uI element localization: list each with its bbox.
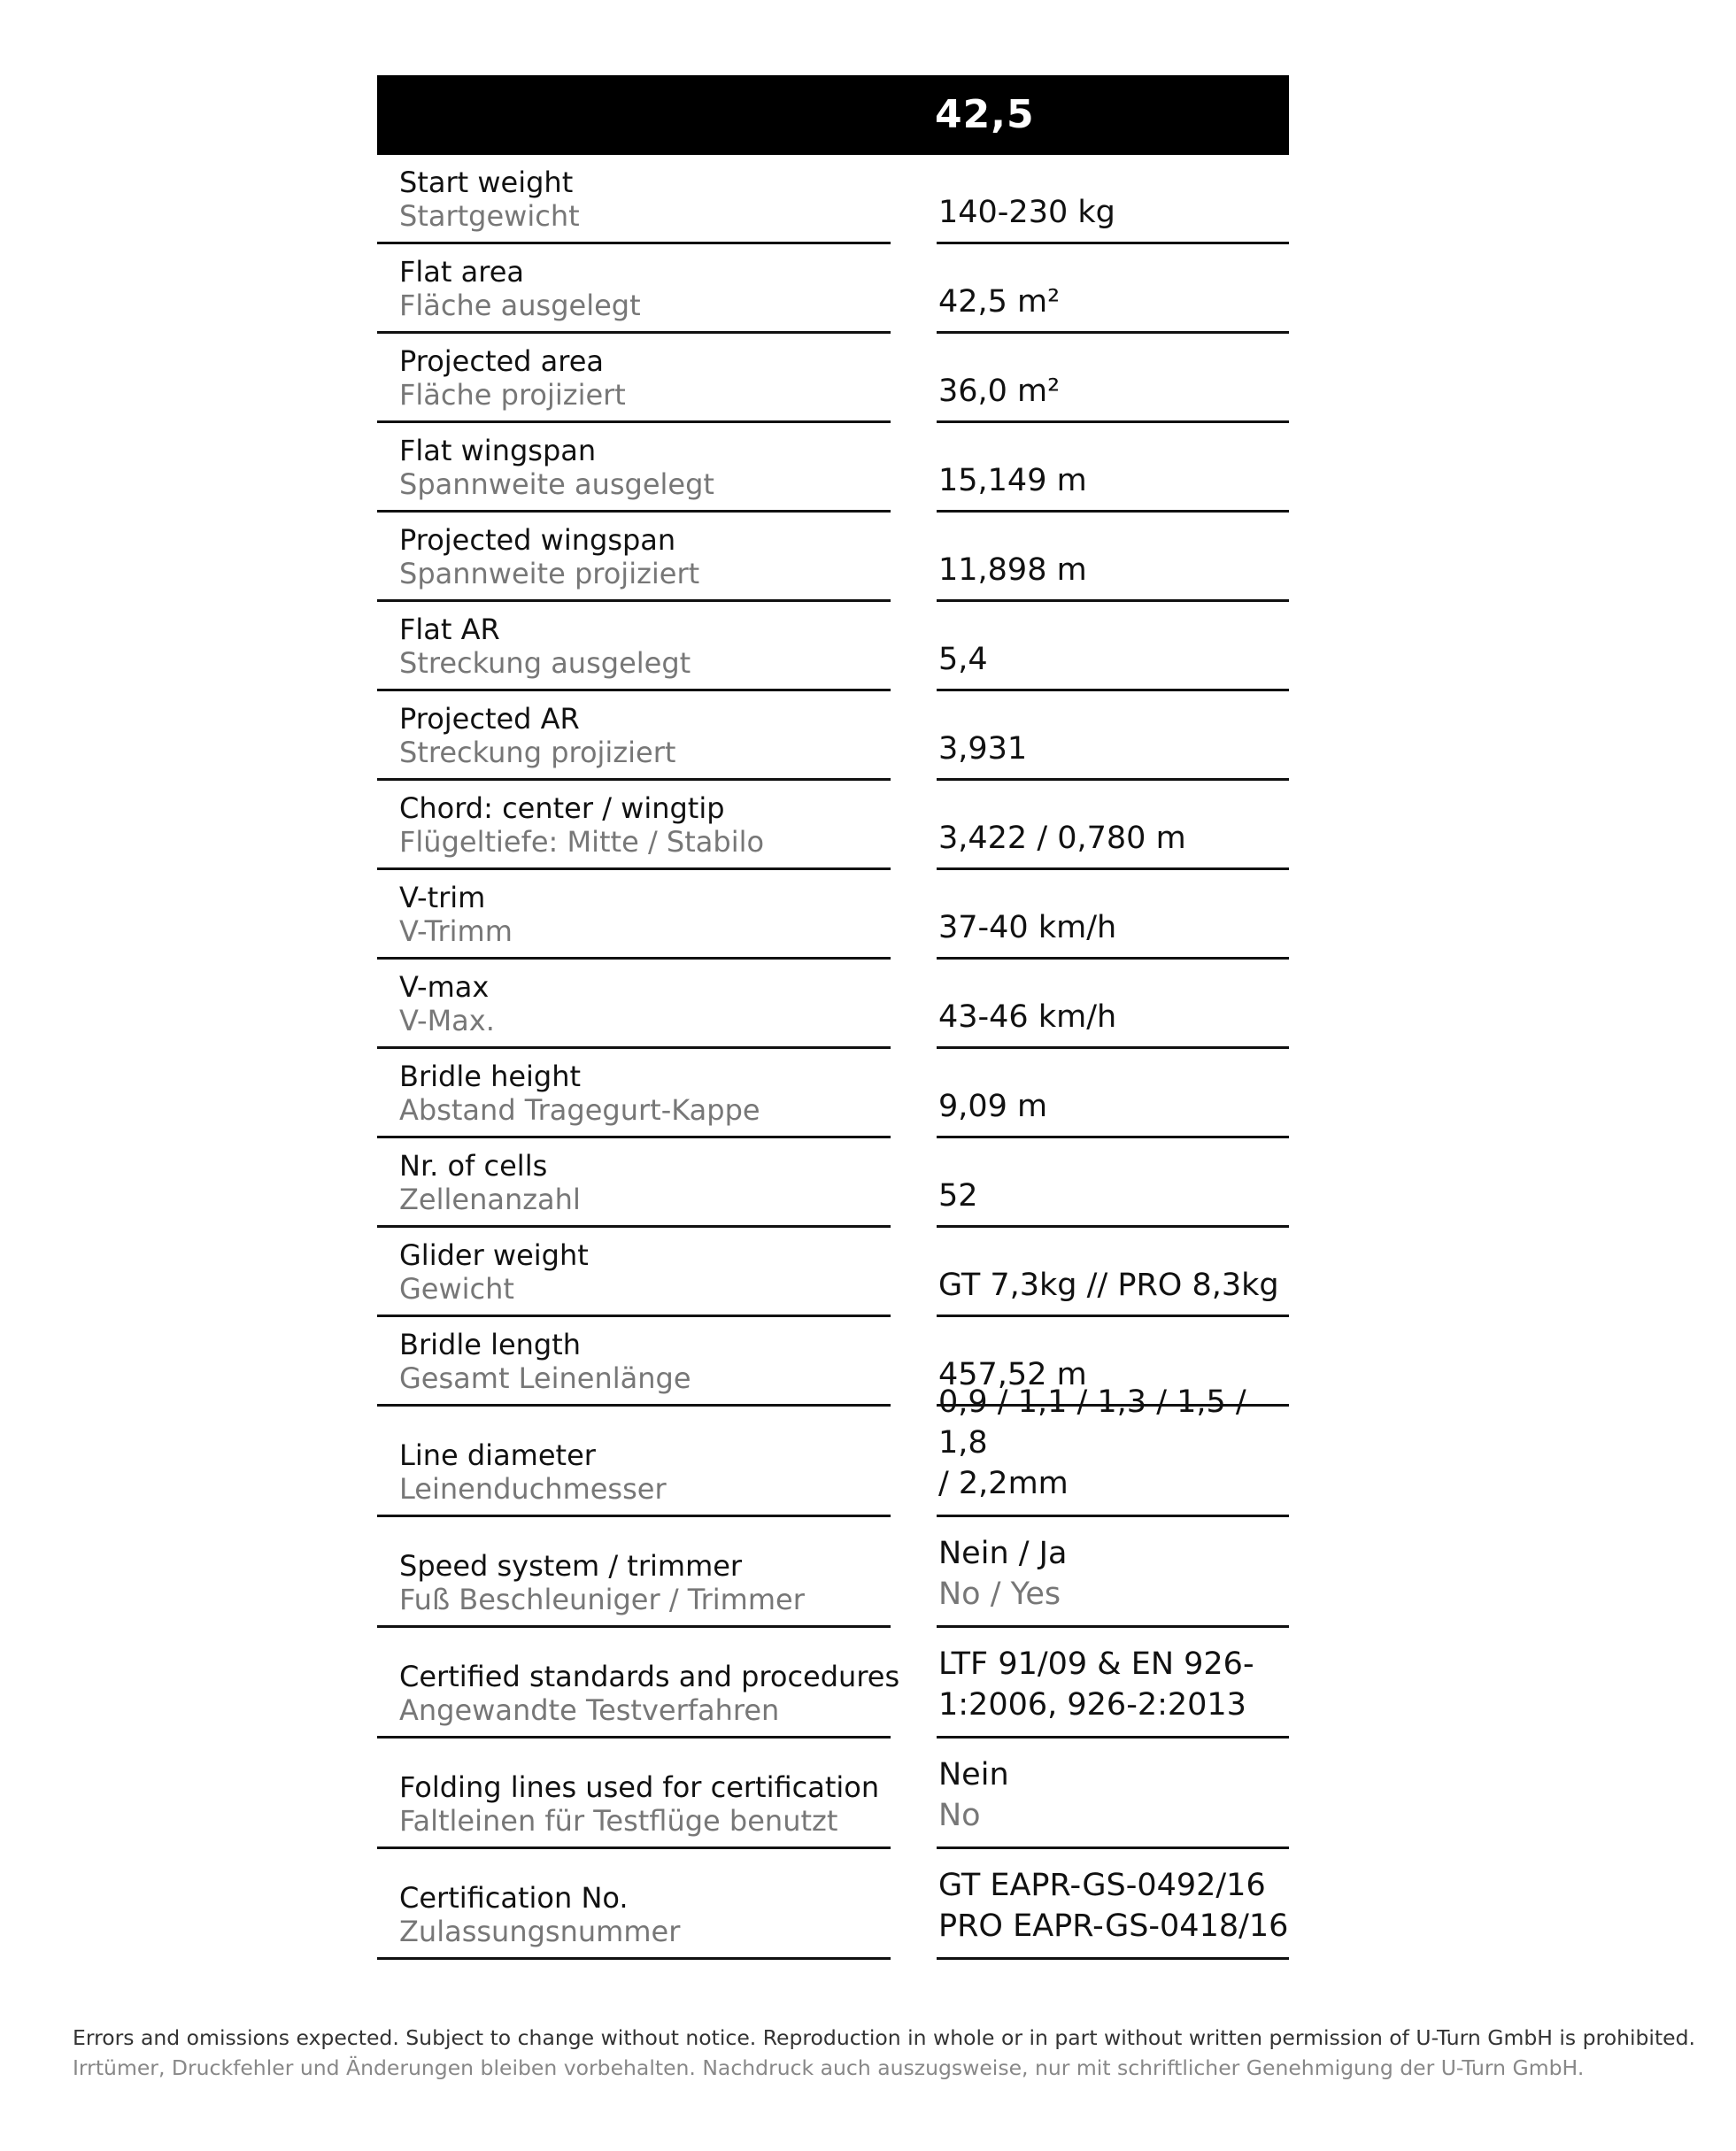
row-label bbox=[377, 244, 891, 334]
value-primary: 36,0 m² bbox=[938, 374, 1061, 409]
table-row bbox=[377, 1517, 1289, 1628]
row-label bbox=[377, 1049, 891, 1138]
row-value bbox=[937, 1384, 1289, 1517]
table-row bbox=[377, 334, 1289, 423]
row-label bbox=[377, 423, 891, 513]
legal-disclaimer bbox=[73, 2023, 1696, 2083]
row-label bbox=[377, 334, 891, 423]
label-de: V-Trimm bbox=[399, 914, 513, 948]
row-value bbox=[937, 1517, 1289, 1628]
row-label bbox=[377, 960, 891, 1049]
label-de: Spannweite projiziert bbox=[399, 557, 700, 590]
label-de: Startgewicht bbox=[399, 199, 580, 233]
row-label bbox=[377, 513, 891, 602]
value-primary: 140-230 kg bbox=[938, 195, 1115, 230]
label-de: Fläche ausgelegt bbox=[399, 289, 641, 322]
row-label bbox=[377, 1849, 891, 1960]
table-row bbox=[377, 1138, 1289, 1228]
value-secondary: No bbox=[938, 1798, 981, 1833]
table-row bbox=[377, 1049, 1289, 1138]
label-en: Projected AR bbox=[399, 702, 580, 736]
table-row bbox=[377, 960, 1289, 1049]
row-label bbox=[377, 1317, 891, 1407]
label-de: Angewandte Testverfahren bbox=[399, 1693, 780, 1727]
disclaimer-de: Irrtümer, Druckfehler und Änderungen bleiben vorbehalten. Nachdruck auch auszugsweise, nur mit schriftlicher Genehmigung der U-Turn GmbH. bbox=[73, 2055, 1585, 2080]
label-de: Zulassungsnummer bbox=[399, 1915, 681, 1948]
size-title: 42,5 bbox=[935, 92, 1035, 137]
table-row bbox=[377, 155, 1289, 244]
value-primary: GT EAPR-GS-0492/16 bbox=[938, 1868, 1266, 1903]
label-de: Fuß Beschleuniger / Trimmer bbox=[399, 1583, 805, 1616]
table-row bbox=[377, 1739, 1289, 1849]
row-value bbox=[937, 334, 1289, 423]
value-primary: 43-46 km/h bbox=[938, 999, 1117, 1035]
value-primary: Nein bbox=[938, 1757, 1009, 1792]
value-primary: GT 7,3kg // PRO 8,3kg bbox=[938, 1268, 1279, 1303]
row-value bbox=[937, 781, 1289, 870]
value-secondary: 1:2006, 926-2:2013 bbox=[938, 1687, 1246, 1723]
row-value bbox=[937, 1138, 1289, 1228]
label-de: Abstand Tragegurt-Kappe bbox=[399, 1093, 760, 1127]
value-primary: 3,931 bbox=[938, 731, 1028, 767]
label-en: Chord: center / wingtip bbox=[399, 791, 725, 825]
label-en: Speed system / trimmer bbox=[399, 1549, 743, 1583]
row-label bbox=[377, 1228, 891, 1317]
label-de: Fläche projiziert bbox=[399, 378, 626, 412]
value-secondary: PRO EAPR-GS-0418/16 bbox=[938, 1908, 1289, 1944]
label-en: Bridle height bbox=[399, 1060, 582, 1093]
row-label bbox=[377, 870, 891, 960]
label-en: V-trim bbox=[399, 881, 486, 914]
label-en: Folding lines used for certification bbox=[399, 1770, 880, 1804]
table-row bbox=[377, 781, 1289, 870]
label-de: Faltleinen für Testflüge benutzt bbox=[399, 1804, 838, 1838]
row-value bbox=[937, 244, 1289, 334]
table-row bbox=[377, 513, 1289, 602]
row-value bbox=[937, 691, 1289, 781]
label-en: Flat wingspan bbox=[399, 434, 597, 467]
row-label bbox=[377, 1739, 891, 1849]
table-row bbox=[377, 423, 1289, 513]
label-en: V-max bbox=[399, 970, 490, 1004]
label-de: Leinenduchmesser bbox=[399, 1472, 667, 1506]
label-de: Flügeltiefe: Mitte / Stabilo bbox=[399, 825, 765, 859]
table-row bbox=[377, 1628, 1289, 1739]
value-primary: LTF 91/09 & EN 926- bbox=[938, 1646, 1254, 1682]
label-en: Projected area bbox=[399, 344, 605, 378]
row-value bbox=[937, 1228, 1289, 1317]
label-de: Streckung projiziert bbox=[399, 736, 676, 769]
label-de: Spannweite ausgelegt bbox=[399, 467, 714, 501]
table-row bbox=[377, 602, 1289, 691]
value-primary: 3,422 / 0,780 m bbox=[938, 821, 1186, 856]
row-label bbox=[377, 155, 891, 244]
table-row bbox=[377, 244, 1289, 334]
table-row bbox=[377, 870, 1289, 960]
label-en: Certified standards and procedures bbox=[399, 1660, 900, 1693]
row-label bbox=[377, 781, 891, 870]
table-row bbox=[377, 1228, 1289, 1317]
row-label bbox=[377, 602, 891, 691]
label-de: Gewicht bbox=[399, 1272, 514, 1306]
label-en: Glider weight bbox=[399, 1238, 589, 1272]
row-value bbox=[937, 1049, 1289, 1138]
value-primary: 5,4 bbox=[938, 642, 988, 677]
disclaimer-en: Errors and omissions expected. Subject to change without notice. Reproduction in whole or in part without written permission of U-Turn GmbH is prohibited. bbox=[73, 2025, 1696, 2050]
label-en: Projected wingspan bbox=[399, 523, 676, 557]
label-de: Zellenanzahl bbox=[399, 1183, 581, 1216]
table-row bbox=[377, 691, 1289, 781]
value-secondary: No / Yes bbox=[938, 1577, 1061, 1612]
label-en: Bridle length bbox=[399, 1328, 582, 1361]
label-en: Start weight bbox=[399, 166, 574, 199]
table-row bbox=[377, 1384, 1289, 1517]
value-primary: Nein / Ja bbox=[938, 1536, 1068, 1571]
label-en: Nr. of cells bbox=[399, 1149, 548, 1183]
spec-sheet bbox=[377, 75, 1289, 1960]
row-value bbox=[937, 602, 1289, 691]
row-value bbox=[937, 423, 1289, 513]
value-primary: 37-40 km/h bbox=[938, 910, 1117, 945]
label-en: Flat area bbox=[399, 255, 524, 289]
table-row bbox=[377, 1849, 1289, 1960]
label-de: V-Max. bbox=[399, 1004, 495, 1037]
value-primary: 9,09 m bbox=[938, 1089, 1048, 1124]
label-en: Flat AR bbox=[399, 613, 500, 646]
value-secondary: / 2,2mm bbox=[938, 1466, 1069, 1501]
row-value bbox=[937, 1628, 1289, 1739]
value-primary: 42,5 m² bbox=[938, 284, 1061, 320]
row-label bbox=[377, 1138, 891, 1228]
row-value bbox=[937, 870, 1289, 960]
row-label bbox=[377, 1628, 900, 1739]
value-primary: 457,52 m bbox=[938, 1357, 1087, 1392]
value-primary: 52 bbox=[938, 1178, 978, 1214]
value-primary: 15,149 m bbox=[938, 463, 1087, 498]
label-de: Gesamt Leinenlänge bbox=[399, 1361, 691, 1395]
value-primary: 11,898 m bbox=[938, 552, 1087, 588]
table-header bbox=[377, 75, 1289, 155]
row-value bbox=[937, 513, 1289, 602]
label-en: Certification No. bbox=[399, 1881, 629, 1915]
value-primary: 0,9 / 1,1 / 1,3 / 1,5 / 1,8 bbox=[938, 1384, 1246, 1461]
label-en: Line diameter bbox=[399, 1438, 596, 1472]
row-label bbox=[377, 691, 891, 781]
row-value bbox=[937, 960, 1289, 1049]
row-value bbox=[937, 155, 1289, 244]
row-label bbox=[377, 1407, 891, 1517]
row-value bbox=[937, 1739, 1289, 1849]
row-value bbox=[937, 1849, 1289, 1960]
row-label bbox=[377, 1517, 891, 1628]
label-de: Streckung ausgelegt bbox=[399, 646, 691, 680]
